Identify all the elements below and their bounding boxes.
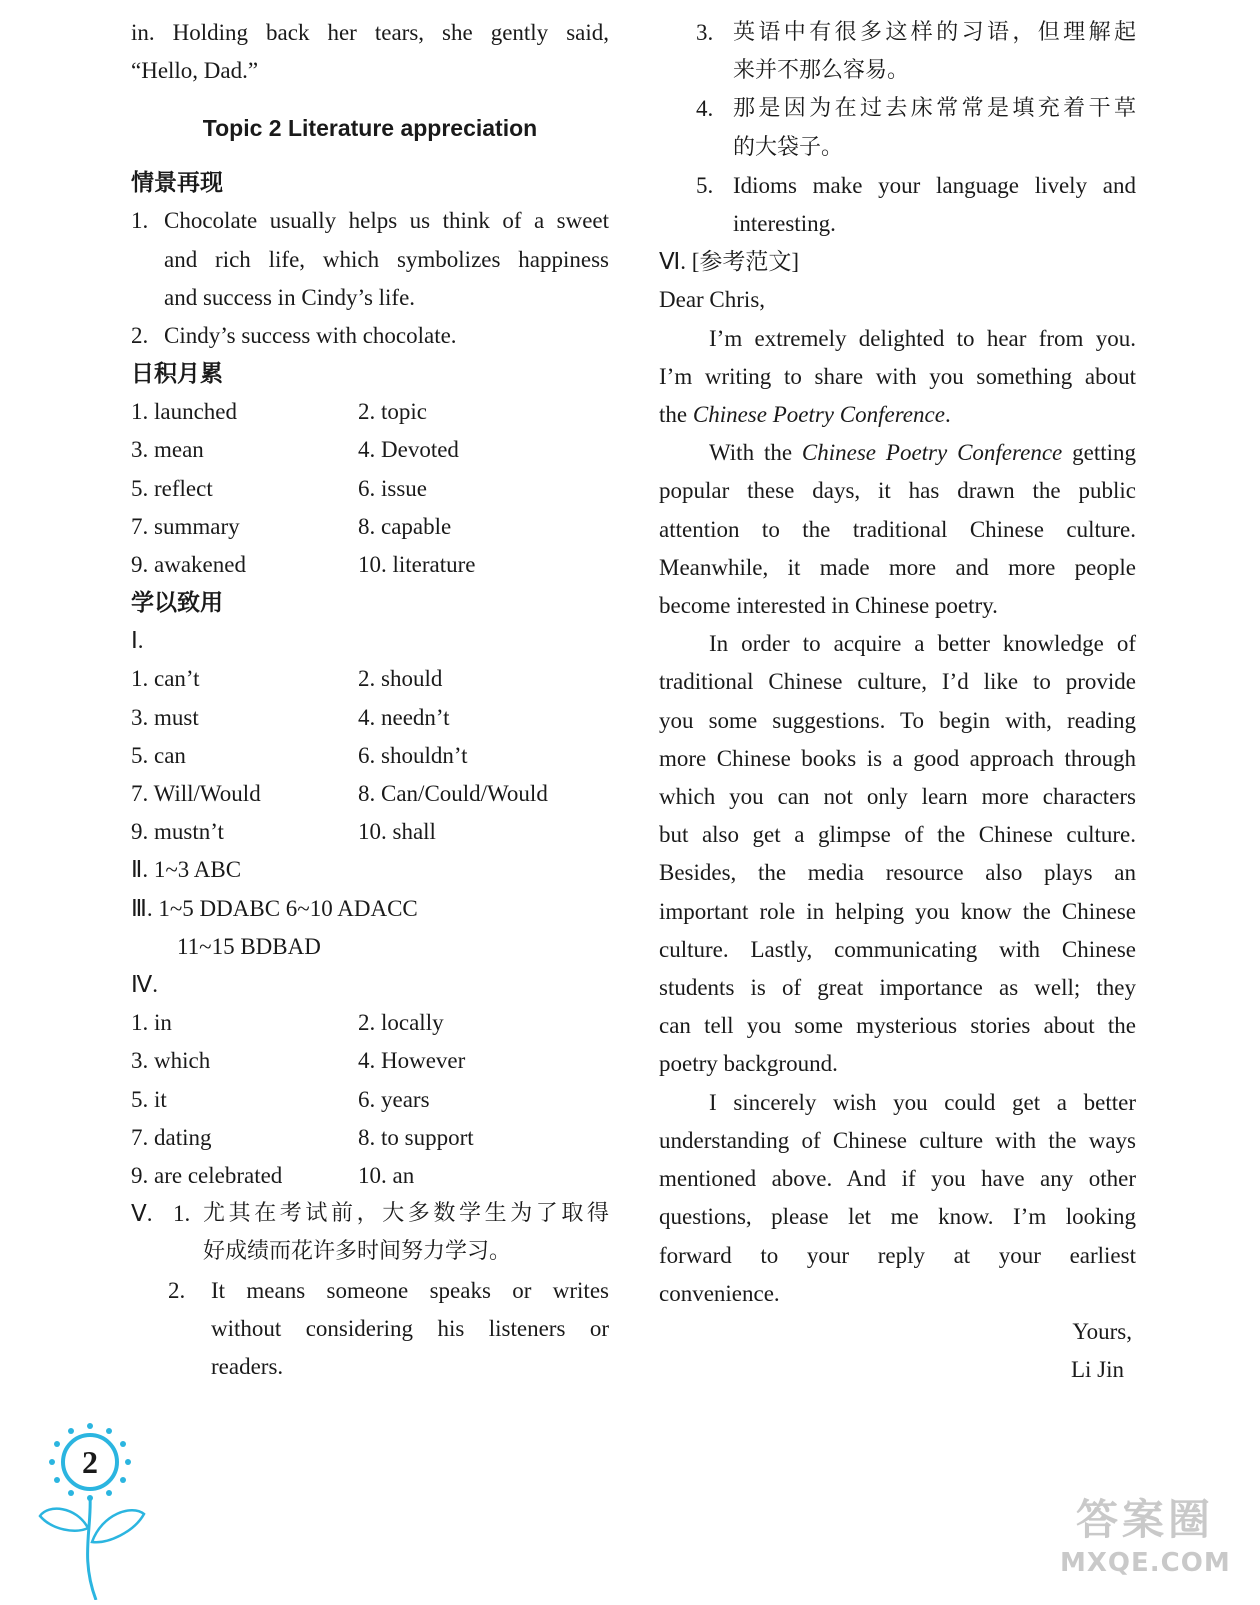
text-line (659, 434, 1136, 472)
section-heading: 学以致用 (131, 590, 223, 617)
letter-closing: Yours, (1072, 1318, 1132, 1344)
answer: 10. shall (358, 819, 436, 845)
item-number: 5. (696, 172, 714, 198)
item-number: 1. (173, 1201, 191, 1227)
answer: 3. must (131, 704, 199, 730)
answer: 2. should (358, 666, 443, 692)
text-line: understanding of Chinese culture with the ways (659, 1127, 1136, 1153)
letter-paragraph (659, 434, 1136, 625)
list-item (659, 167, 1136, 243)
answer: 5. can (131, 742, 186, 768)
item-number: 3. (696, 20, 714, 45)
answer: 1. can’t (131, 666, 200, 692)
answer: 3. which (131, 1048, 211, 1074)
page-number-badge (36, 1418, 156, 1600)
answer: 2. topic (358, 399, 427, 425)
answer: 9. awakened (131, 552, 246, 578)
answer: 10. an (358, 1163, 415, 1189)
topic-title: Topic 2 Literature appreciation (202, 115, 538, 142)
text-line (659, 396, 1136, 434)
text-line: In order to acquire a better knowledge of (709, 631, 1136, 657)
part-label: Ⅵ. [参考范文] (659, 249, 800, 275)
answer: 4. However (358, 1048, 466, 1074)
answer: 5. reflect (131, 475, 213, 501)
answer: 8. Can/Could/Would (358, 781, 548, 807)
letter-greeting: Dear Chris, (659, 287, 766, 313)
text-line: 那是因为在过去床常常是填充着干草 (733, 96, 1136, 122)
intro-line: in. Holding back her tears, she gently said, (131, 20, 609, 45)
text-line: convenience. (659, 1280, 780, 1306)
text-line: without considering his listeners or (211, 1315, 609, 1341)
part-label: Ⅳ. (131, 972, 158, 998)
page-number: 2 (82, 1444, 98, 1480)
text-line: I sincerely wish you could get a better (709, 1089, 1136, 1115)
text-line: Idioms make your language lively and (733, 172, 1136, 198)
text-line: and rich life, which symbolizes happiness (164, 246, 609, 272)
text-line: popular these days, it has drawn the public (659, 478, 1136, 504)
text-line: 的大袋子。 (733, 134, 844, 160)
answer-grid (131, 660, 609, 851)
list-item (659, 14, 1136, 90)
answer: 7. Will/Would (131, 781, 261, 807)
item-number: 4. (696, 96, 714, 122)
section-heading: 情景再现 (131, 170, 223, 197)
watermark-url: MXQE.COM (1060, 1548, 1231, 1578)
answer: 8. capable (358, 513, 452, 539)
text-fragment: . (944, 402, 951, 428)
item-number: 1. (131, 208, 149, 234)
text-line: forward to your reply at your earliest (659, 1242, 1136, 1268)
text-line: Chocolate usually helps us think of a sweet (164, 208, 609, 234)
list-item (131, 1195, 609, 1271)
answer: 8. to support (358, 1124, 474, 1150)
text-line: I’m extremely delighted to hear from you. (709, 325, 1136, 351)
text-line: questions, please let me know. I’m looking (659, 1204, 1136, 1230)
letter-paragraph (659, 320, 1136, 435)
text-line: become interested in Chinese poetry. (659, 593, 998, 619)
answer: 9. are celebrated (131, 1163, 283, 1189)
text-fragment: getting (1062, 440, 1136, 466)
text-line: important role in helping you know the Chinese (659, 898, 1136, 924)
text-line: you some suggestions. To begin with, reading (659, 707, 1136, 733)
answer: 10. literature (358, 552, 476, 578)
text-line: which you can not only learn more characters (659, 784, 1136, 810)
section-heading: 日积月累 (131, 361, 223, 388)
answer: 6. issue (358, 475, 427, 501)
text-line: 尤其在考试前，大多数学生为了取得 (203, 1201, 609, 1227)
part-label: Ⅴ. (131, 1201, 153, 1227)
letter-signature: Li Jin (1070, 1357, 1124, 1383)
left-column (131, 14, 609, 1386)
answer: 7. summary (131, 513, 240, 539)
text-line: interesting. (733, 211, 836, 237)
answer: 6. shouldn’t (358, 742, 468, 768)
text-line: It means someone speaks or writes (211, 1277, 609, 1303)
answer: 1. launched (131, 399, 238, 425)
text-line: Meanwhile, it made more and more people (659, 554, 1136, 580)
text-line: attention to the traditional Chinese culture. (659, 516, 1136, 542)
text-line: Cindy’s success with chocolate. (164, 323, 457, 349)
text-fragment: With the (709, 440, 802, 466)
part-label: Ⅰ. (131, 628, 144, 654)
answer: 3. mean (131, 437, 204, 463)
list-item (131, 1272, 609, 1387)
text-line: but also get a glimpse of the Chinese culture. (659, 822, 1136, 848)
text-line: Besides, the media resource also plays an (659, 860, 1136, 886)
emphasis-title: Chinese Poetry Conference (692, 402, 945, 428)
answer: 4. Devoted (358, 437, 459, 463)
text-line: traditional Chinese culture, I’d like to provide (659, 669, 1136, 695)
answer: 7. dating (131, 1124, 212, 1150)
text-line: more Chinese books is a good approach through (659, 745, 1136, 771)
answer-grid (131, 1004, 609, 1195)
letter-paragraph (659, 625, 1136, 1083)
list-item (659, 90, 1136, 166)
text-line: can tell you some mysterious stories about the (659, 1013, 1136, 1039)
answer: 4. needn’t (358, 704, 450, 730)
part-answers: Ⅱ. 1~3 ABC (131, 857, 242, 883)
text-line: 好成绩而花许多时间努力学习。 (203, 1239, 512, 1265)
part-answers: 11~15 BDBAD (177, 933, 321, 959)
answer: 2. locally (358, 1010, 444, 1036)
intro-line: “Hello, Dad.” (131, 58, 259, 84)
text-line: readers. (211, 1354, 284, 1380)
text-line: students is of great importance as well; they (659, 975, 1136, 1001)
item-number: 2. (131, 323, 149, 349)
text-fragment: the (659, 402, 693, 428)
letter-paragraph (659, 1084, 1136, 1313)
answer-grid (131, 393, 609, 584)
text-line: culture. Lastly, communicating with Chinese (659, 936, 1136, 962)
text-line: I’m writing to share with you something about (659, 363, 1136, 389)
text-line: 英语中有很多这样的习语，但理解起 (733, 20, 1136, 45)
list-item (131, 317, 609, 355)
list-item (131, 202, 609, 317)
text-line: 来并不那么容易。 (733, 58, 910, 84)
right-column (659, 14, 1136, 1389)
watermark-logo-text: 答案圈 (1075, 1495, 1214, 1544)
text-line: and success in Cindy’s life. (164, 284, 416, 310)
text-line: poetry background. (659, 1051, 838, 1077)
answer: 1. in (131, 1010, 172, 1036)
part-answers: Ⅲ. 1~5 DDABC 6~10 ADACC (131, 895, 418, 921)
text-line: mentioned above. And if you have any other (659, 1166, 1136, 1192)
emphasis-title: Chinese Poetry Conference (801, 440, 1063, 466)
answer: 9. mustn’t (131, 819, 224, 845)
answer: 5. it (131, 1086, 167, 1112)
answer: 6. years (358, 1086, 430, 1112)
watermark (1060, 1492, 1230, 1592)
item-number: 2. (168, 1277, 186, 1303)
